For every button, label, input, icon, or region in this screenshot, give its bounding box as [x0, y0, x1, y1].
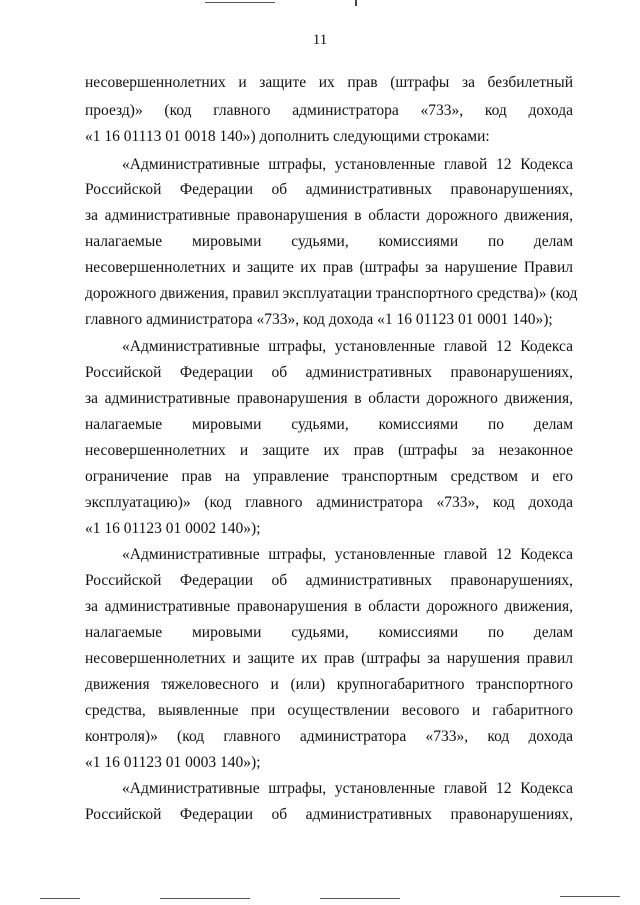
text-line: «1 16 01113 01 0018 140») дополнить следующими строками:: [85, 128, 490, 145]
scan-artifact-bottom: [560, 896, 620, 897]
text-line: главного администратора «733», код дохода «1 16 01123 01 0001 140»);: [85, 311, 553, 328]
text-line: «Административные штрафы, установленные главой 12 Кодекса: [122, 156, 573, 173]
text-line: несовершеннолетних и защите их прав (штрафы за нарушения правил: [85, 650, 573, 667]
text-line: за административные правонарушения в области дорожного движения,: [85, 207, 573, 224]
text-line: налагаемые мировыми судьями, комиссиями по делам: [85, 233, 573, 250]
text-line: налагаемые мировыми судьями, комиссиями по делам: [85, 416, 573, 433]
text-line: несовершеннолетних и защите их прав (штрафы за незаконное: [85, 442, 573, 459]
text-line: ограничение прав на управление транспортным средством и его: [85, 468, 573, 485]
text-line: Российской Федерации об административных правонарушениях,: [85, 364, 573, 381]
text-line: «Административные штрафы, установленные главой 12 Кодекса: [122, 780, 573, 797]
text-line: Российской Федерации об административных правонарушениях,: [85, 806, 573, 823]
text-line: движения тяжеловесного и (или) крупногабаритного транспортного: [85, 676, 573, 693]
text-line: налагаемые мировыми судьями, комиссиями по делам: [85, 624, 573, 641]
scan-artifact-dot: [355, 0, 357, 6]
text-line: за административные правонарушения в области дорожного движения,: [85, 598, 573, 615]
text-line: «Административные штрафы, установленные главой 12 Кодекса: [122, 338, 573, 355]
text-line: несовершеннолетних и защите их прав (штрафы за нарушение Правил: [85, 259, 573, 276]
text-line: «1 16 01123 01 0002 140»);: [85, 520, 261, 537]
text-line: контроля)» (код главного администратора «733», код дохода: [85, 728, 573, 745]
text-line: средства, выявленные при осуществлении весового и габаритного: [85, 702, 573, 719]
text-line: эксплуатацию)» (код главного администратора «733», код дохода: [85, 494, 573, 511]
page-number: 11: [312, 32, 328, 48]
text-line: Российской Федерации об административных правонарушениях,: [85, 181, 573, 198]
scan-artifact-top: [205, 2, 275, 3]
text-line: дорожного движения, правил эксплуатации транспортного средства)» (код: [85, 285, 578, 302]
scan-artifact-bottom: [160, 898, 250, 899]
text-line: Российской Федерации об административных правонарушениях,: [85, 572, 573, 589]
scan-artifact-bottom: [40, 898, 80, 899]
text-line: проезд)» (код главного администратора «733», код дохода: [85, 102, 573, 119]
text-line: «Административные штрафы, установленные главой 12 Кодекса: [122, 546, 573, 563]
text-line: несовершеннолетних и защите их прав (штрафы за безбилетный: [85, 74, 573, 91]
text-line: за административные правонарушения в области дорожного движения,: [85, 390, 573, 407]
scan-artifact-bottom: [320, 898, 400, 899]
text-line: «1 16 01123 01 0003 140»);: [85, 754, 261, 771]
